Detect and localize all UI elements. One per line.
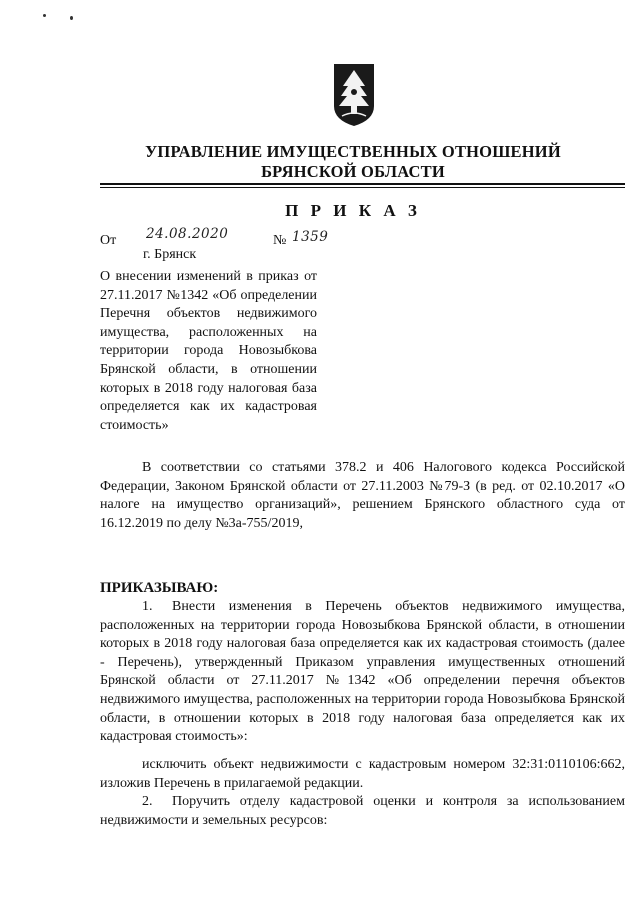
- scan-speck: [43, 14, 46, 17]
- item-2: [100, 793, 625, 830]
- subject-text: О внесении изменений в приказ от 27.11.2017 №1342 «Об определении Перечня объектов недвижимого имущества, расположенных на территории города Новозыбкова Брянской области, в отношении которых в 2018 году налоговая база определяется как их кадастровая стоимость»: [100, 269, 317, 433]
- item-1-text: Внести изменения в Перечень объектов недвижимого имущества, расположенных на территории города Новозыбкова Брянской области, в отношении которых в 2018 году налоговая база определяется как их кадастровая стоимость (далее - Перечень), утвержденный Приказом управления имущественных отношений Брянской области от 27.11.2017 №1342 «Об определении перечня объектов недвижимого имущества, расположенных на территории города Новозыбкова Брянской области, в отношении которых в 2018 году налоговая база определяется как их кадастровая стоимость»:: [100, 599, 625, 745]
- item-1: [100, 598, 625, 747]
- order-heading: ПРИКАЗЫВАЮ:: [100, 580, 219, 596]
- coat-of-arms-emblem: [332, 62, 376, 128]
- preamble-text: В соответствии со статьями 378.2 и 406 Налогового кодекса Российской Федерации, Законом Брянской области от 27.11.2003 №79-З (в ред. от 02.10.2017 «О налоге на имущество организаций», решением Брянского областного суда от 16.12.2019 по делу №3а-755/2019,: [100, 460, 625, 531]
- number-handwritten: 1359: [292, 229, 329, 245]
- number-prefix: №: [273, 233, 287, 248]
- organization-name-line1: УПРАВЛЕНИЕ ИМУЩЕСТВЕННЫХ ОТНОШЕНИЙ: [145, 142, 561, 161]
- scan-speck: [70, 16, 73, 20]
- item-1-subitem: исключить объект недвижимости с кадастровым номером 32:31:0110106:662, изложив Перечень в прилагаемой редакции.: [100, 757, 625, 791]
- date-handwritten: 24.08.2020: [146, 226, 229, 242]
- item-2-text: Поручить отделу кадастровой оценки и контроля за использованием недвижимости и земельных ресурсов:: [100, 794, 625, 828]
- city: г. Брянск: [143, 247, 197, 262]
- item-2-number: 2.: [142, 794, 153, 809]
- item-1-number: 1.: [142, 599, 153, 614]
- date-prefix: От: [100, 233, 117, 248]
- header-divider-thick: [100, 183, 625, 185]
- organization-name-line2: БРЯНСКОЙ ОБЛАСТИ: [261, 162, 445, 181]
- document-title: П Р И К А З: [285, 201, 421, 220]
- header-divider-thin: [100, 187, 625, 188]
